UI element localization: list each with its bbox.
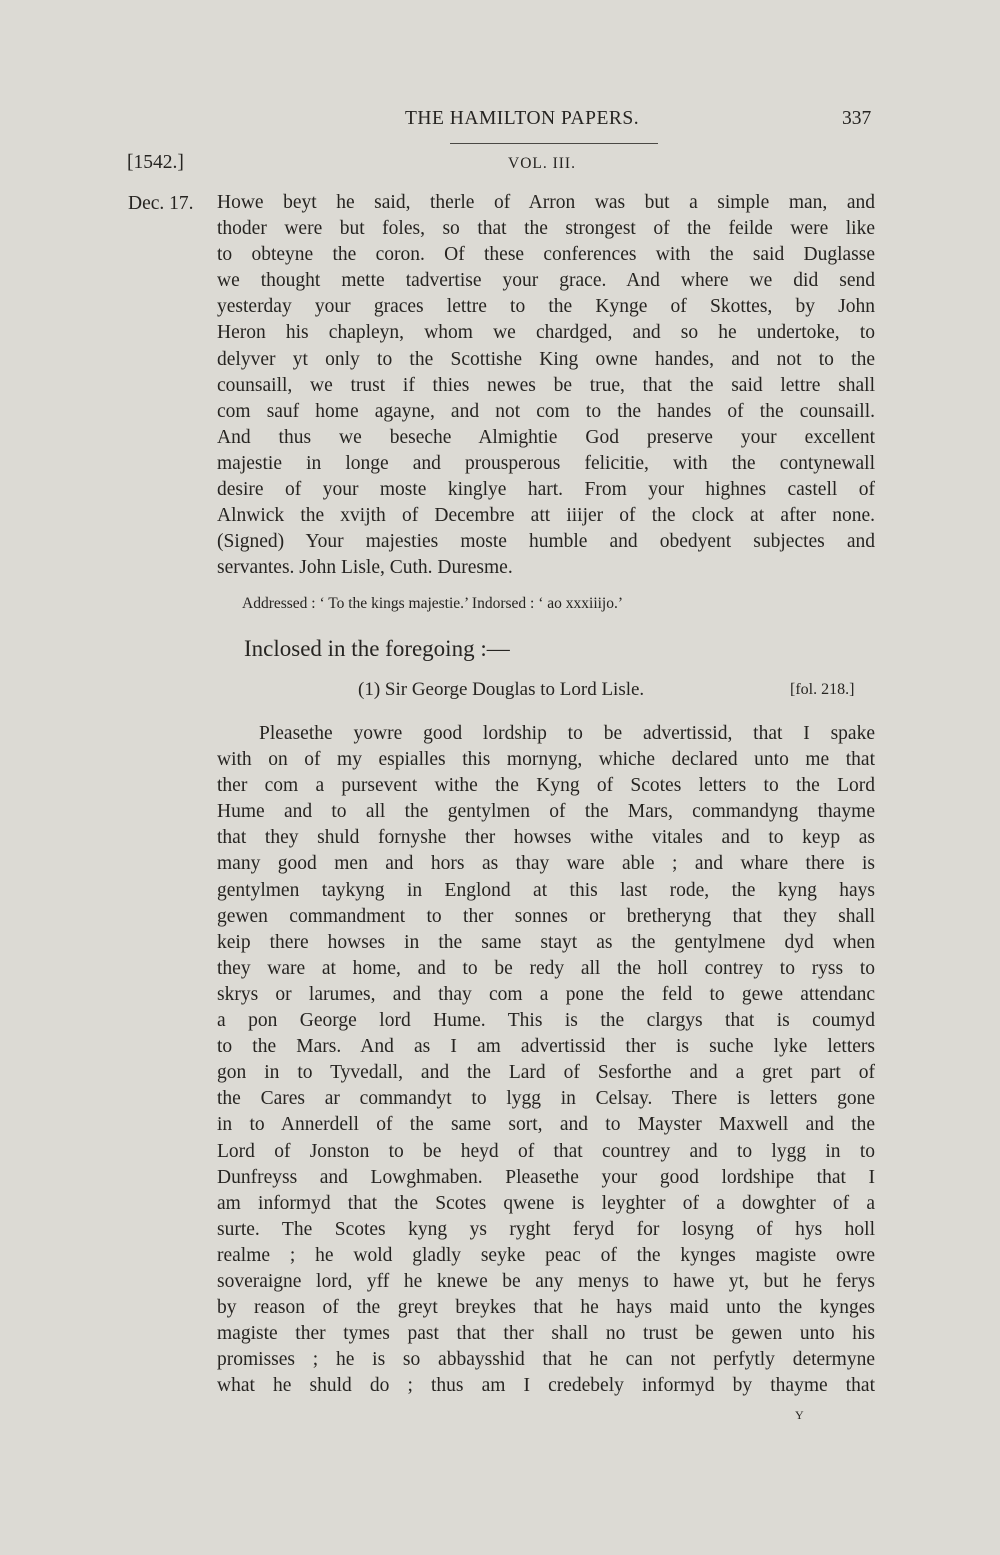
text-line: delyver yt only to the Scottishe King owne handes, and not to the xyxy=(217,348,875,370)
text-line: Lord of Jonston to be heyd of that countrey and to lygg in to xyxy=(217,1140,875,1162)
text-line: we thought mette tadvertise your grace. And where we did send xyxy=(217,270,875,292)
text-line: Heron his chapleyn, whom we chardged, and so he undertoke, to xyxy=(217,322,875,344)
letter-body xyxy=(217,190,875,581)
text-line: And thus we beseche Almightie God preserve your excellent xyxy=(217,426,875,448)
text-line: com sauf home agayne, and not com to the handes of the counsaill. xyxy=(217,400,875,422)
year-marker: [1542.] xyxy=(127,152,184,173)
enclosure-heading: Inclosed in the foregoing :— xyxy=(244,636,510,661)
text-line: (Signed) Your majesties moste humble and obedyent subjectes and xyxy=(217,531,875,553)
page-number: 337 xyxy=(842,108,872,129)
text-line: Hume and to all the gentylmen of the Mars, commandyng thayme xyxy=(217,801,875,823)
running-title: THE HAMILTON PAPERS. xyxy=(405,108,640,129)
text-line: yesterday your graces lettre to the Kynge of Skottes, by John xyxy=(217,296,875,318)
folio-reference: [fol. 218.] xyxy=(790,681,855,698)
header-rule xyxy=(450,143,658,144)
text-line: realme ; he wold gladly seyke peac of the kynges magiste owre xyxy=(217,1244,875,1266)
letter-body xyxy=(217,721,875,1399)
volume-label: VOL. III. xyxy=(508,155,576,172)
text-line: a pon George lord Hume. This is the clargys that is coumyd xyxy=(217,1010,875,1032)
text-line: the Cares ar commandyt to lygg in Celsay. There is letters gone xyxy=(217,1088,875,1110)
text-line: Alnwick the xvijth of Decembre att iiijer of the clock at after none. xyxy=(217,505,875,527)
text-line: desire of your moste kinglye hart. From your highnes castell of xyxy=(217,479,875,501)
text-line: gewen commandment to ther sonnes or bretheryng that they shall xyxy=(217,905,875,927)
text-line: thoder were but foles, so that the strongest of the feilde were like xyxy=(217,218,875,240)
text-line: Dunfreyss and Lowghmaben. Pleasethe your good lordshipe that I xyxy=(217,1166,875,1188)
document-title: (1) Sir George Douglas to Lord Lisle. xyxy=(358,679,645,700)
text-line: am informyd that the Scotes qwene is leyghter of a dowghter of a xyxy=(217,1192,875,1214)
text-line: in to Annerdell of the same sort, and to Mayster Maxwell and the xyxy=(217,1114,875,1136)
text-line: keip there howses in the same stayt as the gentylmene dyd when xyxy=(217,931,875,953)
text-line: gon in to Tyvedall, and the Lard of Sesforthe and a gret part of xyxy=(217,1062,875,1084)
text-line: with on of my espialles this mornyng, whiche declared unto me that xyxy=(217,749,875,771)
margin-date: Dec. 17. xyxy=(128,193,194,214)
text-line: skrys or larumes, and thay com a pone the feld to gewe attendanc xyxy=(217,983,875,1005)
text-line: Howe beyt he said, therle of Arron was but a simple man, and xyxy=(217,192,875,213)
text-line: to the Mars. And as I am advertissid ther is suche lyke letters xyxy=(217,1036,875,1058)
text-line: servantes. John Lisle, Cuth. Duresme. xyxy=(217,557,513,579)
text-line: gentylmen taykyng in Englond at this last rode, the kyng hays xyxy=(217,879,875,901)
text-line: soveraigne lord, yff he knewe be any menys to hawe yt, but he ferys xyxy=(217,1270,875,1292)
text-line: Pleasethe yowre good lordship to be advertissid, that I spake xyxy=(259,723,875,744)
text-line: promisses ; he is so abbaysshid that he can not perfytly determyne xyxy=(217,1349,875,1371)
signature-mark: Y xyxy=(795,1408,804,1422)
text-line: counsaill, we trust if thies newes be true, that the said lettre shall xyxy=(217,374,875,396)
text-line: many good men and hors as thay ware able ; and whare there is xyxy=(217,853,875,875)
text-line: majestie in longe and prousperous felicitie, with the contynewall xyxy=(217,452,875,474)
text-line: what he shuld do ; thus am I credebely informyd by thayme that xyxy=(217,1375,875,1397)
text-line: surte. The Scotes kyng ys ryght feryd for losyng of hys holl xyxy=(217,1218,875,1240)
text-line: to obteyne the coron. Of these conferences with the said Duglasse xyxy=(217,244,875,266)
text-line: magiste ther tymes past that ther shall no trust be gewen unto his xyxy=(217,1323,875,1345)
text-line: ther com a pursevent withe the Kyng of Scotes letters to the Lord xyxy=(217,775,875,797)
endorsement-note: Addressed : ‘ To the kings majestie.’ Indorsed : ‘ ao xxxiiijo.’ xyxy=(242,595,624,612)
text-line: they ware at home, and to be redy all the holl contrey to ryss to xyxy=(217,957,875,979)
text-line: by reason of the greyt breykes that he hays maid unto the kynges xyxy=(217,1297,875,1319)
text-line: that they shuld fornyshe ther howses withe vitales and to keyp as xyxy=(217,827,875,849)
